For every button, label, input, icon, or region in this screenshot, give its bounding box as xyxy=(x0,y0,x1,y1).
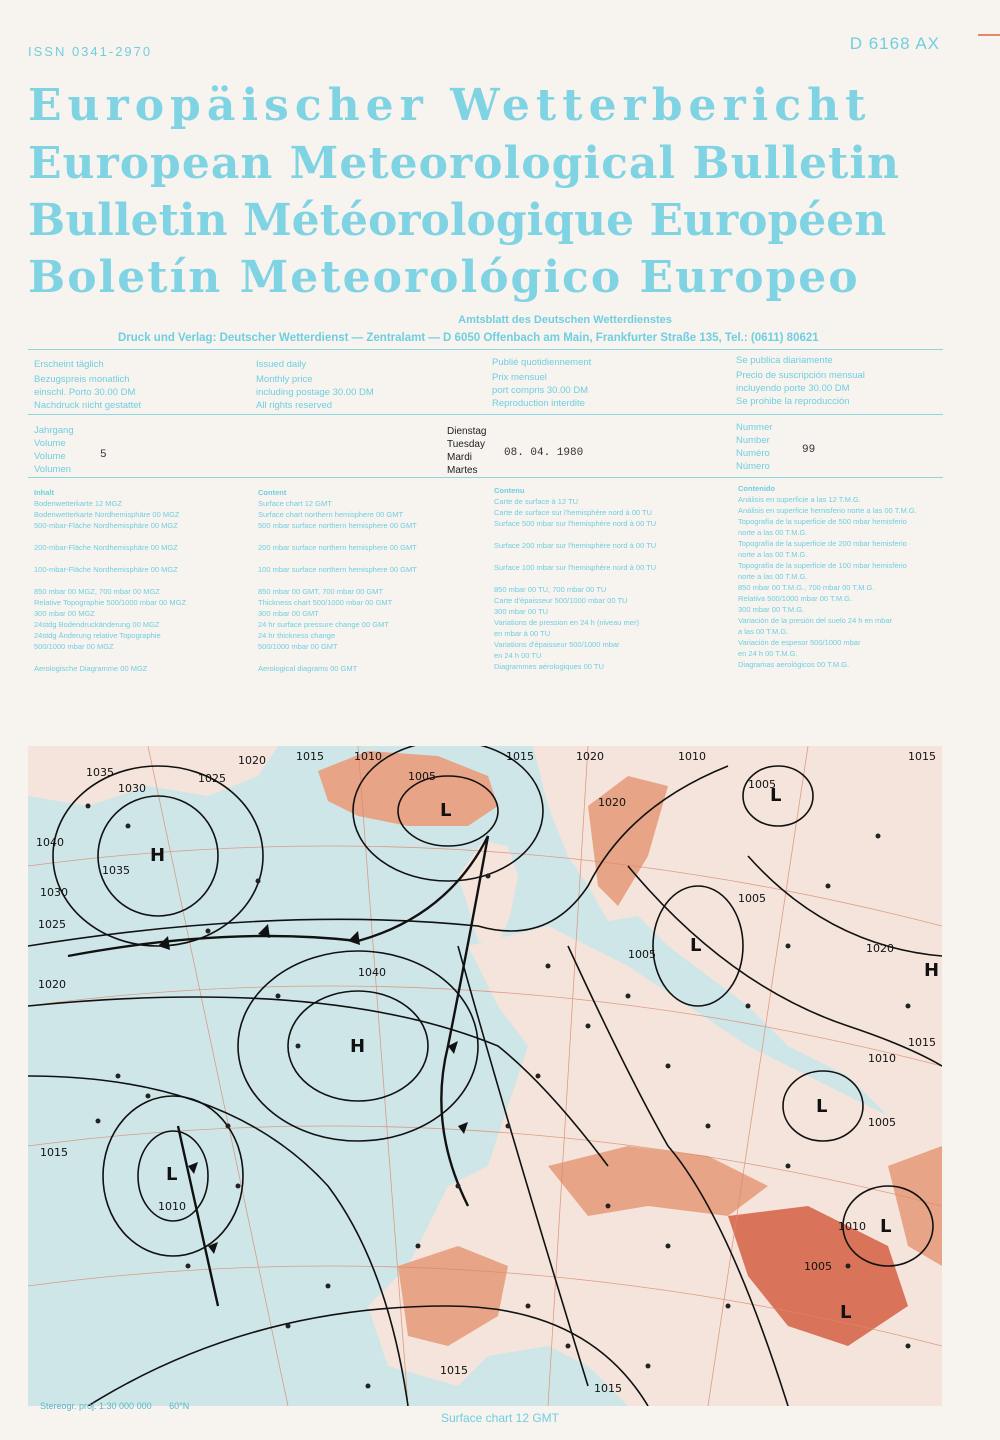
pressure-center: H xyxy=(150,845,166,866)
info-spanish: Se publica diariamente Precio de suscripción mensual incluyendo porte 30.00 DM Se prohibe la reproducción xyxy=(736,355,865,407)
svg-text:1010: 1010 xyxy=(158,1200,186,1213)
contents-english: Content Surface chart 12 GMT Surface chart northern hemisphere 00 GMT 500 mbar surface northern hemisphere 00 GMT 200 mbar surface northern hemisphere 00 GMT 100 mbar surface northern hemisphere 00 GMT 850 mbar 00 GMT, 700 mbar 00 GMT Thickness chart 500/1000 mbar 00 GMT 300 mbar 00 GMT 24 hr surface pressure change 00 GMT 24 hr thickness change 500/1000 mbar 00 GMT Aerological diagrams 00 GMT xyxy=(258,488,417,673)
svg-text:1005: 1005 xyxy=(628,948,656,961)
svg-text:1010: 1010 xyxy=(838,1220,866,1233)
surface-weather-map xyxy=(28,746,942,1406)
svg-text:1030: 1030 xyxy=(118,782,146,795)
svg-text:1010: 1010 xyxy=(354,750,382,763)
divider xyxy=(28,414,943,415)
title-french: Bulletin Météorologique Européen xyxy=(28,195,887,246)
title-spanish: Boletín Meteorológico Europeo xyxy=(28,252,860,303)
svg-text:1015: 1015 xyxy=(440,1364,468,1377)
svg-text:1020: 1020 xyxy=(598,796,626,809)
publication-code: D 6168 AX xyxy=(849,34,940,53)
svg-text:1040: 1040 xyxy=(358,966,386,979)
svg-text:1010: 1010 xyxy=(678,750,706,763)
pressure-center: L xyxy=(690,935,702,956)
volume-labels: Jahrgang Volume Volume Volumen xyxy=(34,425,74,475)
svg-text:1035: 1035 xyxy=(86,766,114,779)
pressure-center: L xyxy=(770,785,782,806)
contents-german: Inhalt Bodenwetterkarte 12 MGZ Bodenwetterkarte Nordhemisphäre 00 MGZ 500-mbar-Fläche Nordhemisphäre 00 MGZ 200-mbar-Fläche Nordhemisphäre 00 MGZ 100-mbar-Fläche Nordhemisphäre 00 MGZ 850 mbar 00 MGZ, 700 mbar 00 MGZ Relative Topographie 500/1000 mbar 00 MGZ 300 mbar 00 MGZ 24stdg Bodendruckänderung 00 MGZ 24stdg Änderung relative Topographie 500/1000 mbar 00 MGZ Aerologische Diagramme 00 MGZ xyxy=(34,488,187,673)
svg-text:1005: 1005 xyxy=(738,892,766,905)
svg-text:1005: 1005 xyxy=(868,1116,896,1129)
title-english: European Meteorological Bulletin xyxy=(28,138,901,189)
svg-text:1030: 1030 xyxy=(40,886,68,899)
map-projection: Stereogr. proj. 1:30 000 000 60°N xyxy=(40,1401,190,1411)
volume-value: 5 xyxy=(100,449,107,461)
svg-text:1005: 1005 xyxy=(408,770,436,783)
svg-text:1010: 1010 xyxy=(868,1052,896,1065)
pressure-center: L xyxy=(840,1302,852,1323)
weekday-labels: Dienstag Tuesday Mardi Martes xyxy=(447,426,487,476)
svg-text:1015: 1015 xyxy=(594,1382,622,1395)
svg-text:1035: 1035 xyxy=(102,864,130,877)
divider xyxy=(28,349,943,350)
issue-date: 08. 04. 1980 xyxy=(504,447,584,459)
svg-text:1025: 1025 xyxy=(198,772,226,785)
pressure-center: H xyxy=(924,960,940,981)
svg-text:1020: 1020 xyxy=(866,942,894,955)
pressure-center: L xyxy=(880,1216,892,1237)
issn-number: ISSN 0341-2970 xyxy=(28,44,153,59)
svg-text:1020: 1020 xyxy=(38,978,66,991)
pressure-center: H xyxy=(350,1036,366,1057)
svg-text:1015: 1015 xyxy=(40,1146,68,1159)
svg-text:1040: 1040 xyxy=(36,836,64,849)
svg-text:1025: 1025 xyxy=(38,918,66,931)
info-german: Erscheint täglich Bezugspreis monatlich einschl. Porto 30.00 DM Nachdruck nicht gestattet xyxy=(34,359,142,411)
svg-text:1015: 1015 xyxy=(908,750,936,763)
official-gazette-line: Amtsblatt des Deutschen Wetterdienstes xyxy=(458,314,672,326)
info-french: Publié quotidiennement Prix mensuel port compris 30.00 DM Reproduction interdite xyxy=(492,357,592,409)
pressure-center: L xyxy=(816,1096,828,1117)
svg-text:1005: 1005 xyxy=(804,1260,832,1273)
info-english: Issued daily Monthly price including postage 30.00 DM All rights reserved xyxy=(256,359,374,411)
publisher-line: Druck und Verlag: Deutscher Wetterdienst — Zentralamt — D 6050 Offenbach am Main, Frankfurter Straße 135, Tel.: (0611) 80621 xyxy=(118,332,819,344)
pressure-center: L xyxy=(166,1164,178,1185)
svg-text:1005: 1005 xyxy=(748,778,776,791)
number-labels: Nummer Number Numéro Número xyxy=(736,422,773,472)
issue-number: 99 xyxy=(802,444,816,456)
svg-text:1015: 1015 xyxy=(296,750,324,763)
svg-text:1020: 1020 xyxy=(238,754,266,767)
map-caption: Surface chart 12 GMT xyxy=(440,1411,560,1425)
title-german: Europäischer Wetterbericht xyxy=(28,80,872,131)
divider xyxy=(28,477,943,478)
corner-mark xyxy=(978,34,1000,36)
svg-text:1020: 1020 xyxy=(576,750,604,763)
svg-text:1015: 1015 xyxy=(506,750,534,763)
svg-text:1015: 1015 xyxy=(908,1036,936,1049)
contents-french: Contenu Carte de surface à 12 TU Carte de surface sur l'hemisphère nord à 00 TU Surface 500 mbar sur l'hemisphère nord à 00 TU Surface 200 mbar sur l'hemisphère nord à 00 TU Surface 100 mbar sur l'hemisphère nord à 00 TU 850 mbar 00 TU, 700 mbar 00 TU Carte d'épaisseur 500/1000 mbar 00 TU 300 mbar 00 TU Variations de pression en 24 h (niveau mer) en mbar à 00 TU Variations d'épaisseur 500/1000 mbar en 24 h 00 TU Diagrammes aérologiques 00 TU xyxy=(494,486,657,671)
pressure-center: L xyxy=(440,800,452,821)
contents-spanish: Contenido Análisis en superficie a las 12 T.M.G. Análisis en superficie hemisferio norte a las 00 T.M.G. Topografía de la superficie de 500 mbar hemisferio norte a las 00 T.M.G. Topografía de la superficie de 200 mbar hemisferio norte a las 00 T.M.G. Topografía de la superficie de 100 mbar hemisferio norte a las 00 T.M.G. 850 mbar 00 T.M.G., 700 mbar 00 T.M.G. Relativa 500/1000 mbar 00 T.M.G. 300 mbar 00 T.M.G. Variación de la presión del suelo 24 h en mbar a las 00 T.M.G. Variación de espesor 500/1000 mbar en 24 h 00 T.M.G. Diagramas aerológicos 00 T.M.G. xyxy=(738,484,917,669)
